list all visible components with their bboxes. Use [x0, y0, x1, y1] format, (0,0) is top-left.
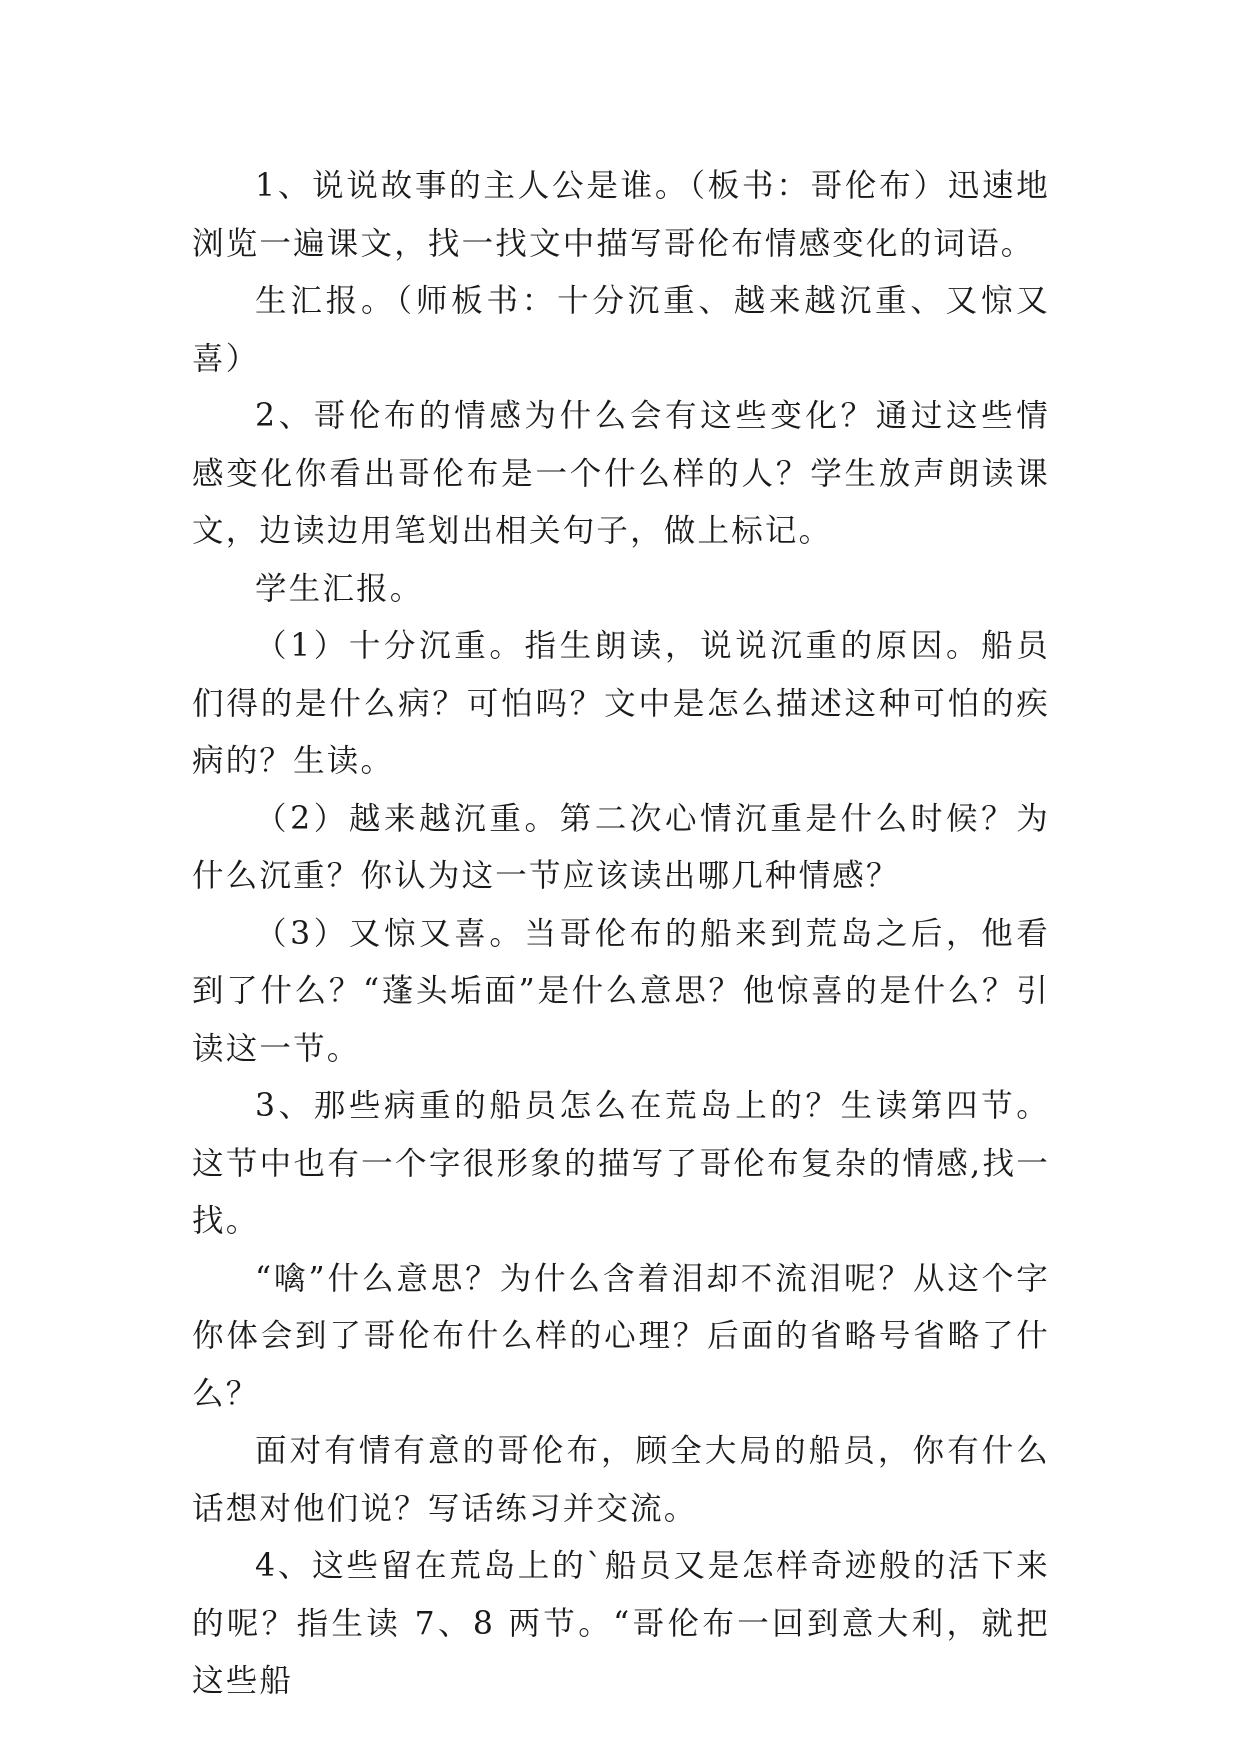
paragraph-2: 生汇报。（师板书：十分沉重、越来越沉重、又惊又喜）	[192, 283, 1050, 377]
paragraph-6: （2）越来越沉重。第二次心情沉重是什么时候？为什么沉重？你认为这一节应该读出哪几种情感？	[192, 800, 1050, 894]
paragraph-5: （1）十分沉重。指生朗读，说说沉重的原因。船员们得的是什么病？可怕吗？文中是怎么描述这种可怕的疾病的？生读。	[192, 628, 1050, 779]
paragraph-7: （3）又惊又喜。当哥伦布的船来到荒岛之后，他看到了什么？“蓬头垢面”是什么意思？他惊喜的是什么？引读这一节。	[192, 915, 1050, 1067]
document-body	[192, 158, 1050, 1711]
paragraph-1: 1、说说故事的主人公是谁。（板书：哥伦布）迅速地浏览一遍课文，找一找文中描写哥伦布情感变化的词语。	[192, 168, 1050, 262]
paragraph-11: 4、这些留在荒岛上的`船员又是怎样奇迹般的活下来的呢？指生读 7、8 两节。“哥伦布一回到意大利，就把这些船	[192, 1548, 1050, 1699]
paragraph-9: “噙”什么意思？为什么含着泪却不流泪呢？从这个字你体会到了哥伦布什么样的心理？后面的省略号省略了什么？	[192, 1260, 1050, 1412]
paragraph-3: 2、哥伦布的情感为什么会有这些变化？通过这些情感变化你看出哥伦布是一个什么样的人？学生放声朗读课文，边读边用笔划出相关句子，做上标记。	[192, 398, 1050, 549]
paragraph-8: 3、那些病重的船员怎么在荒岛上的？生读第四节。这节中也有一个字很形象的描写了哥伦布复杂的情感,找一找。	[192, 1088, 1050, 1239]
paragraph-4: 学生汇报。	[255, 570, 424, 607]
paragraph-10: 面对有情有意的哥伦布，顾全大局的船员，你有什么话想对他们说？写话练习并交流。	[192, 1433, 1050, 1527]
